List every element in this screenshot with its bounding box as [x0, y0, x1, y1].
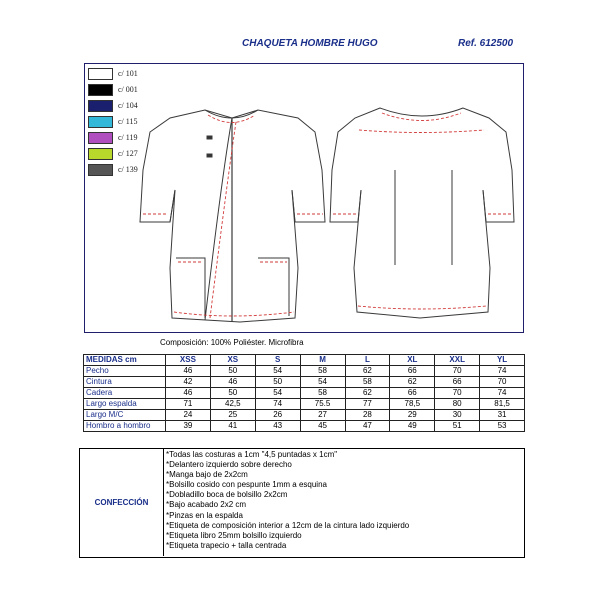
confeccion-item: *Dobladillo boca de bolsillo 2x2cm [166, 490, 288, 500]
table-cell: 75.5 [300, 399, 345, 410]
row-label: Cadera [84, 388, 166, 399]
table-cell: 58 [300, 388, 345, 399]
column-header: L [345, 355, 390, 366]
confeccion-item: *Manga bajo de 2x2cm [166, 470, 248, 480]
row-label: Cintura [84, 377, 166, 388]
table-cell: 70 [480, 377, 525, 388]
table-cell: 54 [300, 377, 345, 388]
jacket-back-view [330, 108, 514, 318]
table-cell: 46 [210, 377, 255, 388]
confeccion-item: *Etiqueta libro 25mm bolsillo izquierdo [166, 530, 302, 540]
reference-number: Ref. 612500 [458, 38, 514, 49]
table-cell: 26 [255, 410, 300, 421]
table-cell: 43 [255, 421, 300, 432]
table-cell: 62 [345, 366, 390, 377]
fabric-composition: Composición: 100% Poliéster. Microfibra [160, 338, 304, 347]
color-code: c/ 001 [118, 85, 138, 94]
table-cell: 46 [166, 388, 211, 399]
table-cell: 74 [480, 366, 525, 377]
confeccion-list [166, 450, 522, 551]
color-code: c/ 104 [118, 101, 138, 110]
table-cell: 49 [390, 421, 435, 432]
table-cell: 47 [345, 421, 390, 432]
table-cell: 28 [345, 410, 390, 421]
color-code: c/ 115 [118, 117, 138, 126]
table-row [84, 399, 525, 410]
table-cell: 66 [390, 388, 435, 399]
table-row [84, 388, 525, 399]
table-cell: 80 [435, 399, 480, 410]
table-cell: 58 [345, 377, 390, 388]
measurements-table [83, 354, 525, 432]
column-header: M [300, 355, 345, 366]
table-cell: 62 [345, 388, 390, 399]
table-cell: 45 [300, 421, 345, 432]
table-cell: 31 [480, 410, 525, 421]
row-label: Largo M/C [84, 410, 166, 421]
table-cell: 27 [300, 410, 345, 421]
column-header: S [255, 355, 300, 366]
table-cell: 50 [255, 377, 300, 388]
table-cell: 41 [210, 421, 255, 432]
table-cell: 74 [255, 399, 300, 410]
table-cell: 39 [166, 421, 211, 432]
table-cell: 42,5 [210, 399, 255, 410]
table-cell: 78,5 [390, 399, 435, 410]
table-cell: 71 [166, 399, 211, 410]
column-header: XS [210, 355, 255, 366]
row-label: Largo espalda [84, 399, 166, 410]
row-label: Hombro a hombro [84, 421, 166, 432]
table-row [84, 366, 525, 377]
table-cell: 54 [255, 388, 300, 399]
table-cell: 74 [480, 388, 525, 399]
column-header: XXL [435, 355, 480, 366]
confeccion-item: *Todas las costuras a 1cm "4,5 puntadas x 1cm" [166, 450, 338, 459]
table-cell: 54 [255, 366, 300, 377]
table-cell: 24 [166, 410, 211, 421]
table-cell: 25 [210, 410, 255, 421]
column-header: XL [390, 355, 435, 366]
table-cell: 30 [435, 410, 480, 421]
confeccion-item: *Etiqueta trapecio + talla centrada [166, 540, 287, 550]
table-cell: 70 [435, 366, 480, 377]
color-code: c/ 127 [118, 149, 138, 158]
confeccion-label: CONFECCIÓN [80, 449, 164, 556]
jacket-front-view [140, 110, 325, 322]
confeccion-item: *Pinzas en la espalda [166, 510, 243, 520]
confeccion-item: *Etiqueta de composición interior a 12cm de la cintura lado izquierdo [166, 520, 410, 530]
table-row [84, 410, 525, 421]
table-row [84, 421, 525, 432]
garment-title: CHAQUETA HOMBRE HUGO [242, 38, 378, 49]
row-label: Pecho [84, 366, 166, 377]
table-cell: 42 [166, 377, 211, 388]
confeccion-box [79, 448, 525, 558]
color-code: c/ 101 [118, 69, 138, 78]
color-code: c/ 119 [118, 133, 138, 142]
table-row [84, 377, 525, 388]
confeccion-item: *Bajo acabado 2x2 cm [166, 500, 247, 510]
column-header: MEDIDAS cm [84, 355, 166, 366]
table-cell: 77 [345, 399, 390, 410]
table-cell: 53 [480, 421, 525, 432]
table-cell: 46 [166, 366, 211, 377]
table-cell: 66 [435, 377, 480, 388]
table-cell: 70 [435, 388, 480, 399]
column-header: XSS [166, 355, 211, 366]
measurements-header-row [84, 355, 525, 366]
table-cell: 50 [210, 388, 255, 399]
table-cell: 58 [300, 366, 345, 377]
table-cell: 50 [210, 366, 255, 377]
table-cell: 51 [435, 421, 480, 432]
table-cell: 66 [390, 366, 435, 377]
table-cell: 62 [390, 377, 435, 388]
table-cell: 29 [390, 410, 435, 421]
column-header: YL [480, 355, 525, 366]
confeccion-item: *Delantero izquierdo sobre derecho [166, 460, 292, 470]
table-cell: 81,5 [480, 399, 525, 410]
confeccion-item: *Bolsillo cosido con pespunte 1mm a esquina [166, 480, 327, 490]
color-code: c/ 139 [118, 165, 138, 174]
